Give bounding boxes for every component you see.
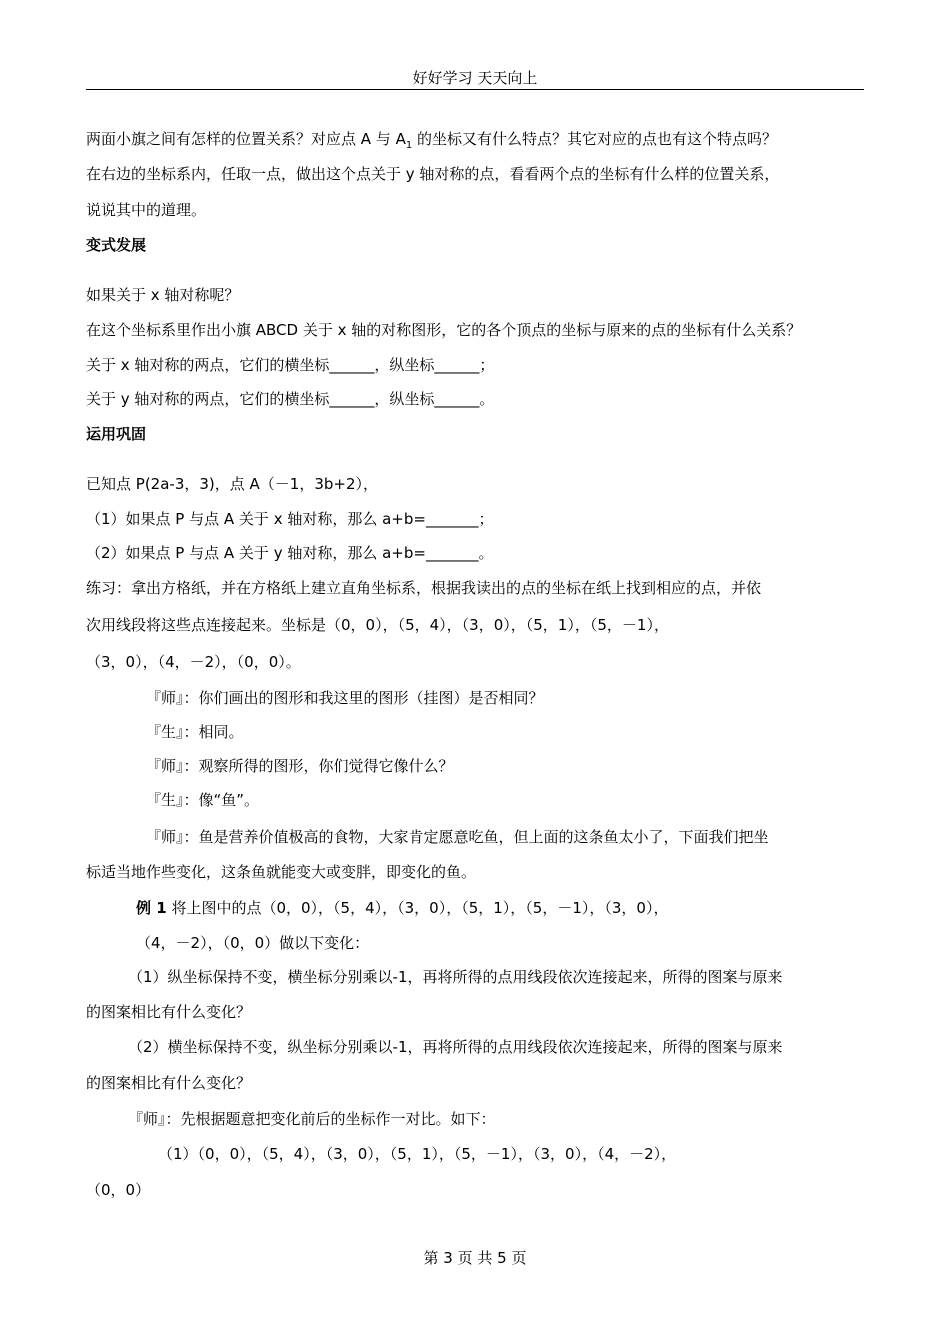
section-heading: 变式发展 <box>86 236 147 254</box>
dialogue-line: 『生』：像“鱼”。 <box>146 791 260 809</box>
text-span: 将上图中的点（0，0），（5，4），（3，0），（5，1），（5，－1），（3，0）， <box>166 899 669 917</box>
subscript: 1 <box>405 140 413 151</box>
paragraph-line: 说说其中的道理。 <box>86 201 207 219</box>
paragraph-line: 的图案相比有什么变化？ <box>86 1003 252 1021</box>
page-header: 好好学习 天天向上 <box>412 69 538 87</box>
example-line <box>136 898 668 918</box>
dialogue-line: 『师』：鱼是营养价值极高的食物，大家肯定愿意吃鱼，但上面的这条鱼太小了，下面我们把坐 <box>146 828 769 846</box>
paragraph-line: 关于 x 轴对称的两点，它们的横坐标______，纵坐标______； <box>86 356 495 374</box>
dialogue-line: 『师』：你们画出的图形和我这里的图形（挂图）是否相同？ <box>146 689 544 707</box>
paragraph-line: （1）（0，0），（5，4），（3，0），（5，1），（5，－1），（3，0），（4，－2）， <box>158 1145 677 1163</box>
paragraph-line: （1）纵坐标保持不变，横坐标分别乘以-1，再将所得的点用线段依次连接起来，所得的图案与原来 <box>128 968 783 986</box>
paragraph-line: 练习：拿出方格纸，并在方格纸上建立直角坐标系，根据我读出的点的坐标在纸上找到相应的点，并依 <box>86 579 762 597</box>
text-span: 的坐标又有什么特点？其它对应的点也有这个特点吗？ <box>412 130 777 148</box>
text-span: 两面小旗之间有怎样的位置关系？对应点 A 与 A <box>86 130 406 148</box>
page-footer: 第 3 页 共 5 页 <box>423 1249 527 1267</box>
paragraph-line: 次用线段将这些点连接起来。坐标是（0，0），（5，4），（3，0），（5，1），（5，－1）， <box>86 616 669 634</box>
paragraph-line: 在右边的坐标系内，任取一点，做出这个点关于 y 轴对称的点，看看两个点的坐标有什么样的位置关系， <box>86 165 780 183</box>
dialogue-line: 『师』：观察所得的图形，你们觉得它像什么？ <box>146 757 454 775</box>
example-label: 例 1 <box>136 899 167 917</box>
paragraph-line: （3，0），（4，－2），（0，0）。 <box>86 653 301 671</box>
paragraph-line: 的图案相比有什么变化？ <box>86 1074 252 1092</box>
section-heading: 运用巩固 <box>86 425 147 443</box>
paragraph-line: 关于 y 轴对称的两点，它们的横坐标______，纵坐标______。 <box>86 390 495 408</box>
paragraph-line <box>86 129 777 149</box>
paragraph-line: （0，0） <box>86 1181 151 1199</box>
paragraph-line: （2）横坐标保持不变，纵坐标分别乘以-1，再将所得的点用线段依次连接起来，所得的图案与原来 <box>128 1038 783 1056</box>
paragraph-line: 标适当地作些变化，这条鱼就能变大或变胖，即变化的鱼。 <box>86 863 477 881</box>
header-rule <box>86 89 864 90</box>
dialogue-line: 『师』：先根据题意把变化前后的坐标作一对比。如下： <box>128 1110 496 1128</box>
paragraph-line: （2）如果点 P 与点 A 关于 y 轴对称，那么 a+b=_______。 <box>86 544 494 562</box>
paragraph-line: 已知点 P(2a-3，3)，点 A（－1，3b+2）， <box>86 475 379 493</box>
dialogue-line: 『生』：相同。 <box>146 723 244 741</box>
paragraph-line: （1）如果点 P 与点 A 关于 x 轴对称，那么 a+b=_______； <box>86 510 494 528</box>
paragraph-line: 在这个坐标系里作出小旗 ABCD 关于 x 轴的对称图形，它的各个顶点的坐标与原来的点的坐标有什么关系？ <box>86 321 802 339</box>
paragraph-line: （4，－2），（0，0）做以下变化： <box>136 934 370 952</box>
paragraph-line: 如果关于 x 轴对称呢？ <box>86 286 240 304</box>
